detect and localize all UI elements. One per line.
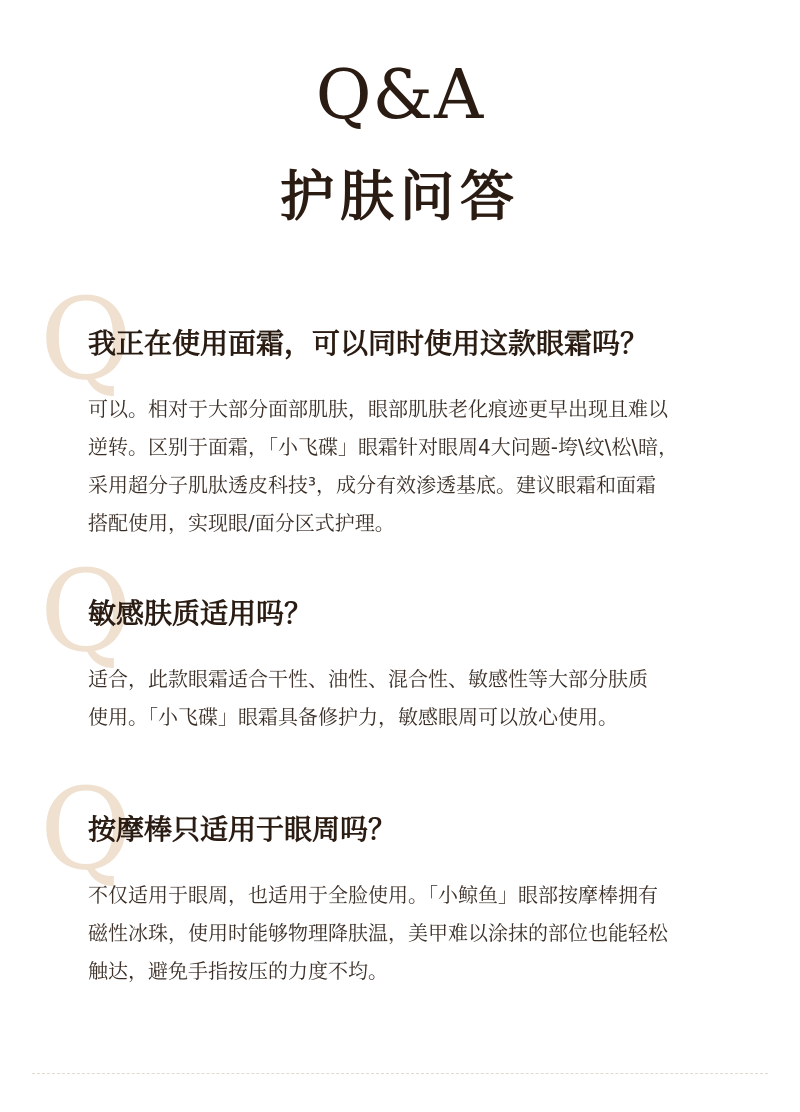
faq-question: 我正在使用面霜，可以同时使用这款眼霜吗？ [88, 327, 649, 360]
faq-answer [88, 390, 768, 542]
faq-answer [88, 660, 768, 736]
page-title-cn: 护肤问答 [280, 165, 520, 228]
faq-answer-line: 触达，避免手指按压的力度不均。 [88, 959, 388, 983]
bottom-divider [32, 1073, 768, 1074]
svg-text:Q: Q [40, 780, 132, 890]
page-title-en: Q&A [315, 56, 485, 135]
svg-text:Q: Q [40, 290, 132, 400]
faq-answer-line: 搭配使用，实现眼/面分区式护理。 [88, 511, 395, 535]
faq-answer-line: 可以。相对于大部分面部肌肤，眼部肌肤老化痕迹更早出现且难以 [88, 397, 668, 421]
faq-answer-line: 逆转。区别于面霜，「小飞碟」眼霜针对眼周4大问题-垮\纹\松\暗， [88, 435, 679, 459]
faq-answer-line: 使用。「小飞碟」眼霜具备修护力，敏感眼周可以放心使用。 [88, 705, 618, 729]
faq-answer-line: 不仅适用于眼周，也适用于全脸使用。「小鲸鱼」眼部按摩棒拥有 [88, 883, 658, 907]
faq-answer-line: 适合，此款眼霜适合干性、油性、混合性、敏感性等大部分肤质 [88, 667, 648, 691]
faq-answer-line: 采用超分子肌肽透皮科技³，成分有效渗透基底。建议眼霜和面霜 [88, 473, 657, 497]
faq-question: 敏感肤质适用吗？ [88, 597, 313, 630]
faq-answer-line: 磁性冰珠，使用时能够物理降肤温，美甲难以涂抹的部位也能轻松 [88, 921, 668, 945]
faq-question: 按摩棒只适用于眼周吗？ [88, 813, 397, 846]
faq-answer [88, 876, 768, 990]
svg-text:Q: Q [40, 562, 132, 672]
